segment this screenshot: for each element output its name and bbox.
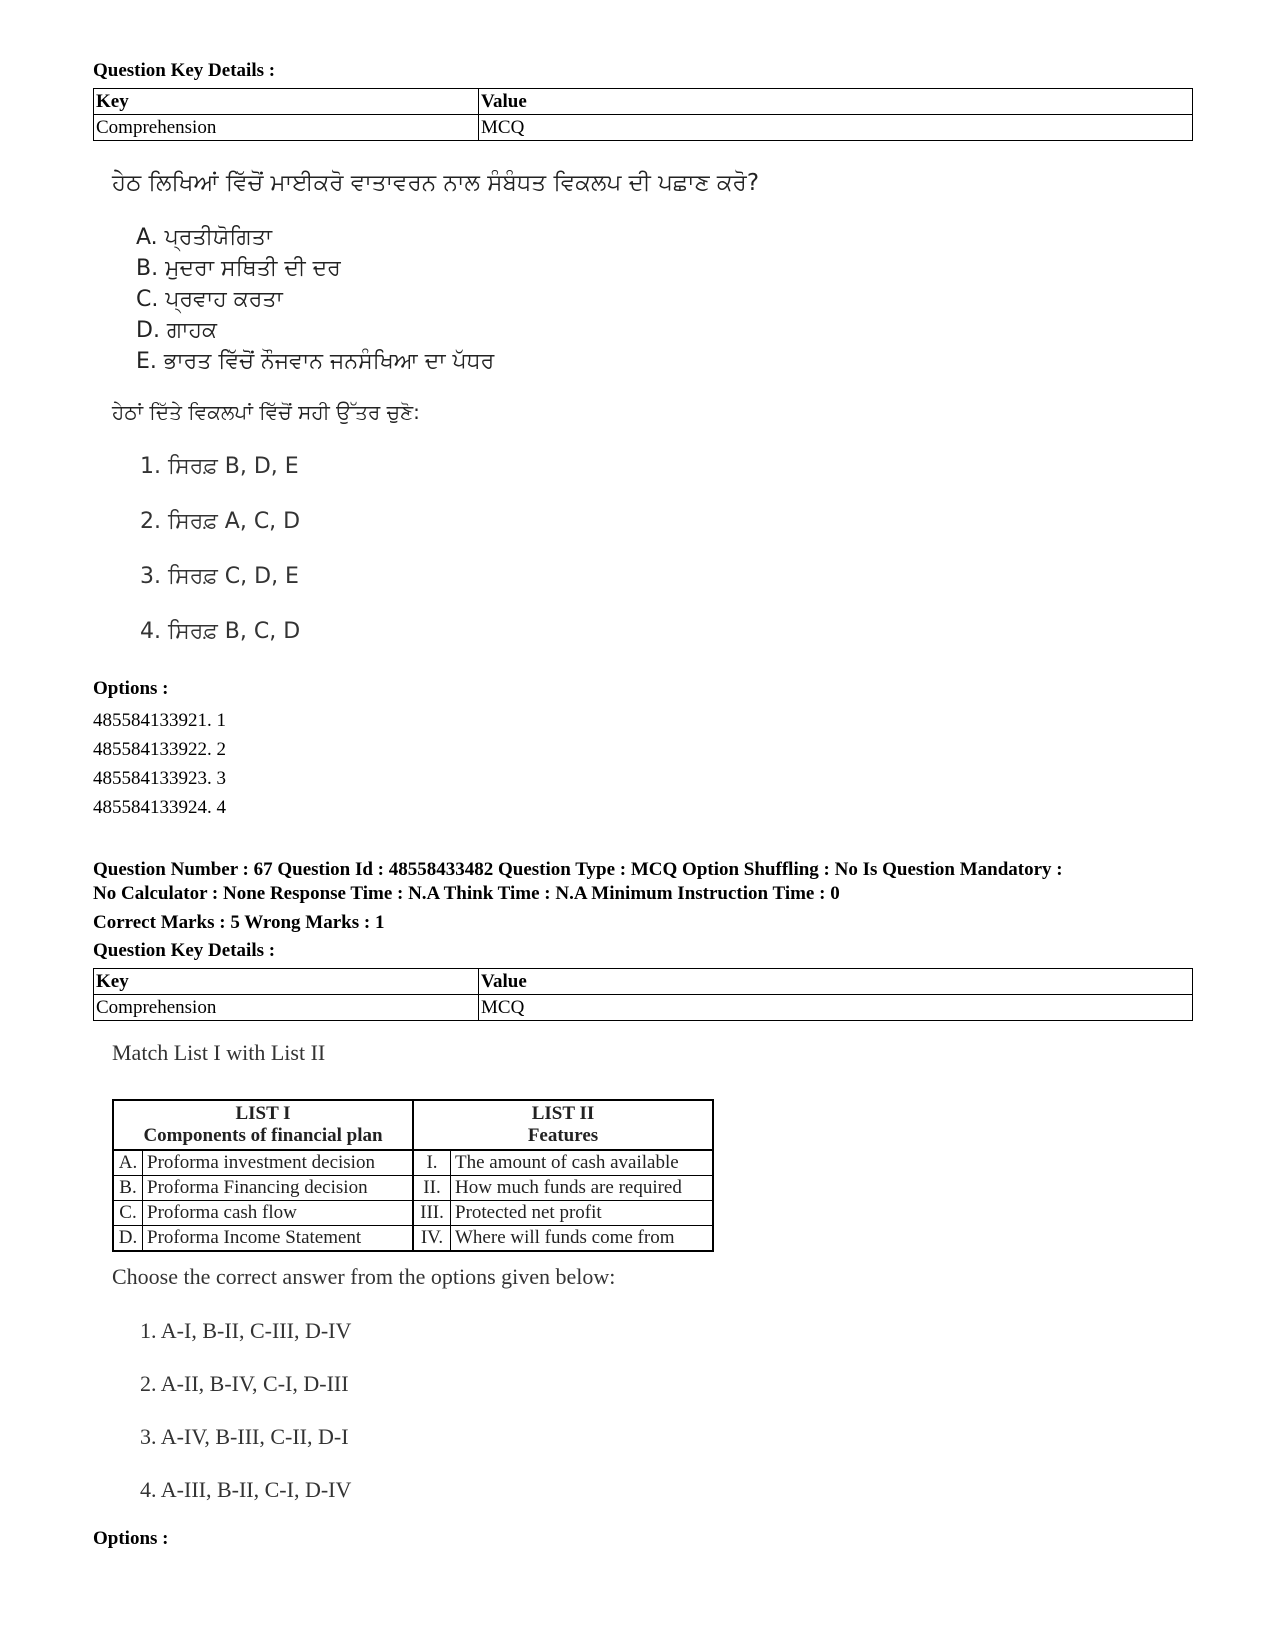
match-row-numeral: IV. <box>413 1226 451 1252</box>
match-row-letter: C. <box>113 1201 143 1226</box>
table-header-row <box>94 969 1193 995</box>
instruction-text: Choose the correct answer from the options given below: <box>112 1264 616 1289</box>
match-row <box>113 1226 713 1252</box>
list2-title: LIST II <box>531 1103 595 1124</box>
key-details-label: Question Key Details : <box>93 940 276 961</box>
match-row-feature: The amount of cash available <box>451 1150 714 1176</box>
options-label: Options : <box>93 1528 169 1549</box>
options-list <box>93 706 226 822</box>
option-item: 485584133922. 2 <box>93 739 226 760</box>
instruction-text: ਹੇਠਾਂ ਦਿੱਤੇ ਵਿਕਲਪਾਂ ਵਿੱਚੋਂ ਸਹੀ ਉੱਤਰ ਚੁਣੋ: <box>112 400 420 424</box>
match-row-letter: B. <box>113 1176 143 1201</box>
match-row <box>113 1150 713 1176</box>
answer-choice: 4. ਸਿਰਫ਼ B, C, D <box>140 619 301 644</box>
match-row-letter: D. <box>113 1226 143 1252</box>
option-item: 485584133924. 4 <box>93 797 226 818</box>
list1-title: LIST I <box>235 1103 291 1124</box>
option-item: 485584133923. 3 <box>93 768 226 789</box>
table-header-value: Value <box>479 89 1193 115</box>
match-row-feature: Protected net profit <box>451 1201 714 1226</box>
match-question-text: Match List I with List II <box>112 1040 326 1065</box>
match-row-component: Proforma Financing decision <box>143 1176 414 1201</box>
answer-choice: 2. ਸਿਰਫ਼ A, C, D <box>140 509 301 534</box>
marks-text: Correct Marks : 5 Wrong Marks : 1 <box>93 912 385 933</box>
match-row-feature: How much funds are required <box>451 1176 714 1201</box>
match-row-numeral: II. <box>413 1176 451 1201</box>
list2-subtitle: Features <box>527 1125 599 1146</box>
table-header-key: Key <box>94 969 479 995</box>
match-row-component: Proforma investment decision <box>143 1150 414 1176</box>
match-row-numeral: I. <box>413 1150 451 1176</box>
statement-item: B. ਮੁਦਰਾ ਸਥਿਤੀ ਦੀ ਦਰ <box>136 256 341 281</box>
list1-header <box>113 1100 413 1150</box>
option-item: 485584133921. 1 <box>93 710 226 731</box>
match-row-letter: A. <box>113 1150 143 1176</box>
key-details-table <box>93 88 1193 141</box>
key-details-label: Question Key Details : <box>93 60 276 81</box>
match-table <box>112 1099 714 1252</box>
answer-choice: 3. A-IV, B-III, C-II, D-I <box>140 1424 349 1449</box>
answer-choice: 1. A-I, B-II, C-III, D-IV <box>140 1318 352 1343</box>
match-row <box>113 1176 713 1201</box>
table-cell-key: Comprehension <box>94 995 479 1021</box>
match-row-component: Proforma Income Statement <box>143 1226 414 1252</box>
list2-header <box>413 1100 713 1150</box>
match-row-component: Proforma cash flow <box>143 1201 414 1226</box>
table-cell-value: MCQ <box>479 115 1193 141</box>
table-header-value: Value <box>479 969 1193 995</box>
table-row <box>94 115 1193 141</box>
question-meta-line: Question Number : 67 Question Id : 48558433482 Question Type : MCQ Option Shuffling : No Is Question Mandatory : <box>93 859 1063 880</box>
table-header-key: Key <box>94 89 479 115</box>
answer-choice: 4. A-III, B-II, C-I, D-IV <box>140 1477 352 1502</box>
statement-list <box>136 222 494 377</box>
match-row-feature: Where will funds come from <box>451 1226 714 1252</box>
question-meta <box>93 858 1063 906</box>
key-details-table <box>93 968 1193 1021</box>
match-row-numeral: III. <box>413 1201 451 1226</box>
answer-choice: 3. ਸਿਰਫ਼ C, D, E <box>140 564 299 589</box>
answer-choice: 2. A-II, B-IV, C-I, D-III <box>140 1371 349 1396</box>
options-label: Options : <box>93 678 169 699</box>
table-header-row <box>94 89 1193 115</box>
match-row <box>113 1201 713 1226</box>
statement-item: E. ਭਾਰਤ ਵਿੱਚੋਂ ਨੌਜਵਾਨ ਜਨਸੰਖਿਆ ਦਾ ਪੱਧਰ <box>136 349 495 374</box>
answer-choice: 1. ਸਿਰਫ਼ B, D, E <box>140 454 299 479</box>
statement-item: A. ਪ੍ਰਤੀਯੋਗਿਤਾ <box>136 225 273 250</box>
question-meta-line: No Calculator : None Response Time : N.A Think Time : N.A Minimum Instruction Time : 0 <box>93 883 840 904</box>
statement-item: D. ਗਾਹਕ <box>136 318 218 343</box>
table-cell-value: MCQ <box>479 995 1193 1021</box>
question-text: ਹੇਠ ਲਿਖਿਆਂ ਵਿੱਚੋਂ ਮਾਈਕਰੋ ਵਾਤਾਵਰਨ ਨਾਲ ਸੰਬੰਧਤ ਵਿਕਲਪ ਦੀ ਪਛਾਣ ਕਰੋ? <box>112 170 760 196</box>
table-cell-key: Comprehension <box>94 115 479 141</box>
table-row <box>94 995 1193 1021</box>
match-header-row <box>113 1100 713 1150</box>
statement-item: C. ਪ੍ਰਵਾਹ ਕਰਤਾ <box>136 287 283 312</box>
list1-subtitle: Components of financial plan <box>143 1125 383 1146</box>
